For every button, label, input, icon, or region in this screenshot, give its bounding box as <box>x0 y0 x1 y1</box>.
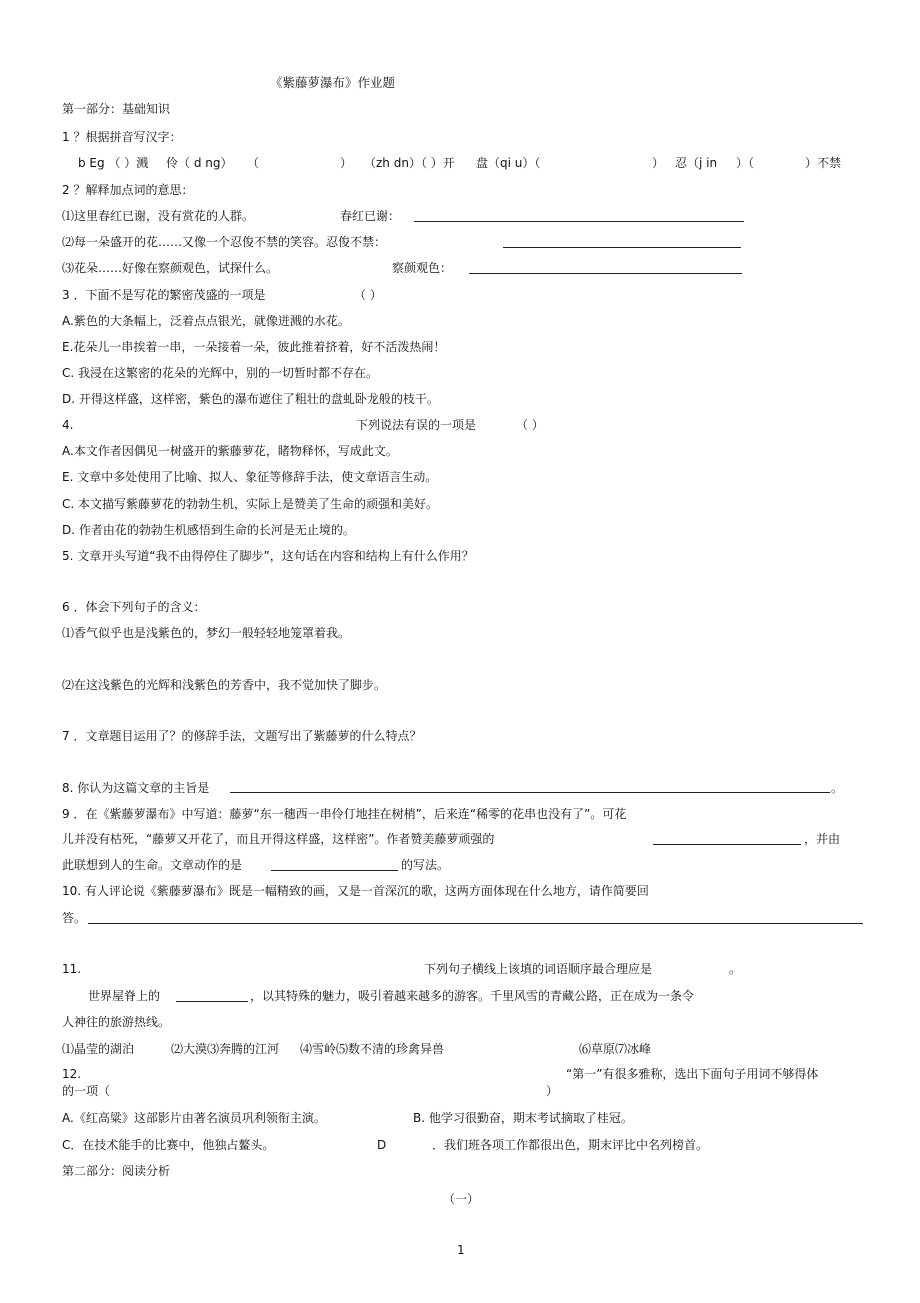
q1-item: 忍（j in <box>675 156 718 170</box>
q6-sentence-1: ⑴香气似乎也是浅紫色的，梦幻一般轻轻地笼罩着我。 <box>62 626 351 640</box>
q1-item: ）不禁 <box>805 156 842 170</box>
q3-option-b: E.花朵儿一串挨着一串，一朵接着一朵，彼此推着挤着，好不活泼热闹！ <box>62 340 446 354</box>
q4-prompt: 下列说法有误的一项是 <box>356 418 477 432</box>
q11-end: 。 <box>729 962 742 976</box>
q4-option-b: E. 文章中多处使用了比喻、拟人、象征等修辞手法，使文章语言生动。 <box>62 470 438 484</box>
answer-paren[interactable]: （ ） <box>516 418 544 432</box>
q1-item: ） <box>652 156 665 170</box>
q1-item: （ <box>247 156 260 170</box>
part1-heading: 第一部分：基础知识 <box>62 102 171 116</box>
q1-item: ）（ <box>736 156 755 170</box>
q12-option-b: B. 他学习很勤奋，期末考试摘取了桂冠。 <box>413 1111 633 1125</box>
q3-option-d: D. 开得这样盛，这样密，紫色的瀑布遮住了粗壮的盘虬卧龙般的枝干。 <box>62 392 439 406</box>
q2-term-1: 春红已谢： <box>340 209 401 223</box>
q1-item: 盘（qi u）（ <box>476 156 541 170</box>
answer-blank[interactable] <box>176 1001 248 1002</box>
q1-item: 伶（ d ng） <box>166 156 233 170</box>
q8-end: 。 <box>831 781 844 795</box>
q11-sentence: 世界屋脊上的 <box>88 989 161 1003</box>
q4-option-a: A.本文作者因偶见一树盛开的紫藤萝花，睹物释怀，写成此文。 <box>62 444 398 458</box>
q11-options: ⑷雪岭⑸数不清的珍禽异兽 <box>300 1042 445 1056</box>
q11-sentence-cont: ，以其特殊的魅力，吸引着越来越多的游客。千里风雪的青藏公路，正在成为一条令 <box>250 989 695 1003</box>
q1-item: b Eg （ ）溅 <box>78 156 149 170</box>
answer-paren[interactable]: （ ） <box>354 288 382 302</box>
q11-options: ⑹草原⑺冰峰 <box>579 1042 652 1056</box>
q12-option-a: A.《红高粱》这部影片由著名演员巩利领衔主演。 <box>62 1111 326 1125</box>
q1-item: （zh dn）（ ）开 <box>364 156 455 170</box>
page-title: 《紫藤萝瀑布》作业题 <box>270 75 396 90</box>
q1-prompt: 1 ？根据拼音写汉字： <box>62 130 182 144</box>
q10-line-1: 10. 有人评论说《紫藤萝瀑布》既是一幅精致的画，又是一首深沉的歌，这两方面体现在什么地方，请作简要回 <box>62 884 649 898</box>
q3-prompt: 3 ．下面不是写花的繁密茂盛的一项是 <box>62 288 266 302</box>
q4-option-c: C. 本文描写紫藤萝花的勃勃生机，实际上是赞美了生命的顽强和美好。 <box>62 497 439 511</box>
q10-line-2: 答。 <box>62 911 87 925</box>
q12-option-d-label: D <box>377 1138 387 1152</box>
q9-line-2: 儿并没有枯死，“藤萝又开花了，而且开得这样盛，这样密”。作者赞美藤萝顽强的 <box>62 832 495 846</box>
q2-sentence-1: ⑴这里春红已谢，没有赏花的人群。 <box>62 209 255 223</box>
q9-line-3-end: 的写法。 <box>401 858 450 872</box>
q6-prompt: 6 ．体会下列句子的含义： <box>62 600 206 614</box>
q11-sentence-end: 人神往的旅游热线。 <box>62 1015 171 1029</box>
answer-blank[interactable] <box>414 221 744 222</box>
answer-blank[interactable] <box>653 844 801 845</box>
q2-prompt: 2 ？解释加点词的意思： <box>62 183 194 197</box>
q11-options: ⑴晶莹的湖泊 <box>62 1042 135 1056</box>
q4-number: 4. <box>62 418 74 432</box>
q12-prompt: “第一”有很多雅称，选出下面句子用词不够得体 <box>566 1067 819 1081</box>
q12-option-c: C．在技术能手的比赛中，他独占鳌头。 <box>62 1138 275 1152</box>
q7-prompt: 7 ．文章题目运用了？的修辞手法，文题写出了紫藤萝的什么特点？ <box>62 729 422 743</box>
q11-number: 11. <box>62 962 82 976</box>
q1-item: ） <box>340 156 353 170</box>
page-number: 1 <box>457 1243 465 1257</box>
answer-blank[interactable] <box>88 923 863 924</box>
q9-line-3: 此联想到人的生命。文章动作的是 <box>62 858 243 872</box>
q5-prompt: 5. 文章开头写道“我不由得停住了脚步”，这句话在内容和结构上有什么作用？ <box>62 549 474 563</box>
q9-line-2-end: ，并由 <box>804 832 841 846</box>
q3-option-c: C. 我浸在这繁密的花朵的光辉中，别的一切暂时都不存在。 <box>62 366 379 380</box>
q8-prompt: 8. 你认为这篇文章的主旨是 <box>62 781 210 795</box>
q2-sentence-2: ⑵每一朵盛开的花……又像一个忍俊不禁的笑容。忍俊不禁： <box>62 235 387 249</box>
q12-option-d: ．我们班各项工作都很出色，期末评比中名列榜首。 <box>432 1138 709 1152</box>
q12-number: 12. <box>62 1067 82 1081</box>
q11-options: ⑵大漠⑶奔腾的江河 <box>171 1042 280 1056</box>
q4-option-d: D. 作者由花的勃勃生机感悟到生命的长河是无止境的。 <box>62 523 355 537</box>
q9-line-1: 9 ．在《紫藤萝瀑布》中写道：藤萝“东一穗西一串伶仃地挂在树梢”，后来连“稀零的花串也没有了”。可花 <box>62 807 627 821</box>
answer-blank[interactable] <box>469 273 742 274</box>
q12-line-2-end: ） <box>546 1084 559 1098</box>
q2-term-3: 察颜观色： <box>392 261 453 275</box>
section-label: （一） <box>443 1192 480 1206</box>
q11-prompt: 下列句子横线上该填的词语顺序最合理应是 <box>424 962 653 976</box>
q3-option-a: A.紫色的大条幅上，泛着点点银光，就像迸溅的水花。 <box>62 314 350 328</box>
q2-sentence-3: ⑶花朵……好像在察颜观色，试探什么。 <box>62 261 279 275</box>
answer-blank[interactable] <box>503 247 741 248</box>
answer-blank[interactable] <box>271 870 398 871</box>
answer-blank[interactable] <box>230 792 830 793</box>
q12-line-2: 的一项（ <box>62 1084 111 1098</box>
q6-sentence-2: ⑵在这浅紫色的光辉和浅紫色的芳香中，我不觉加快了脚步。 <box>62 678 387 692</box>
part2-heading: 第二部分：阅读分析 <box>62 1164 171 1178</box>
